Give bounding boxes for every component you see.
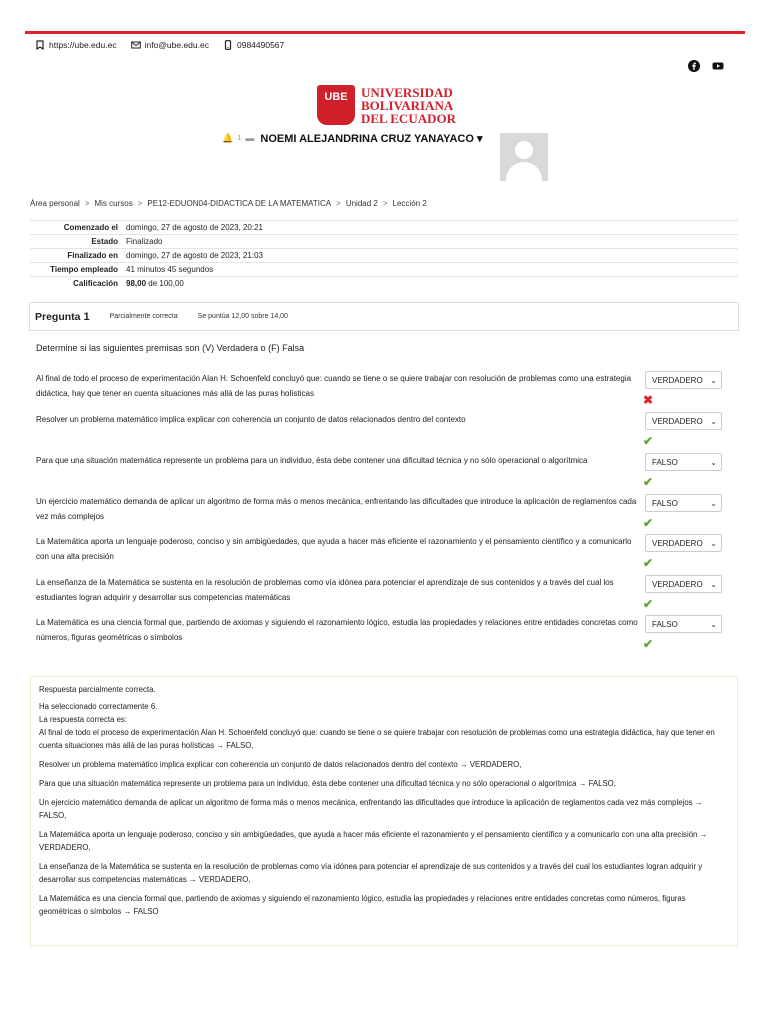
phone-link[interactable] <box>223 40 284 50</box>
summary-label: Estado <box>30 235 122 249</box>
answer-select-value: VERDADERO <box>652 416 703 426</box>
chevron-down-icon: ⌄ <box>710 498 717 508</box>
logo-line-2: BOLIVARIANA <box>361 97 454 113</box>
feedback-selected: Ha seleccionado correctamente 6. <box>39 702 158 711</box>
chevron-right-icon: > <box>336 199 341 208</box>
answer-select-value: FALSO <box>652 457 678 467</box>
feedback-status: Respuesta parcialmente correcta. <box>39 685 156 694</box>
premise-text: Al final de todo el proceso de experimentación Alan H. Schoenfeld concluyó que: cuando se tiene o se quiere trabajar con resolución de problemas como una estrategia didáctica, hay que tener en cuenta situaciones más allá de las puras holísticas <box>36 374 632 398</box>
web-link[interactable] <box>35 40 117 50</box>
chevron-right-icon: > <box>84 199 90 208</box>
facebook-icon[interactable] <box>688 60 700 72</box>
summary-row <box>30 277 738 291</box>
feedback-intro: La respuesta correcta es: <box>39 715 127 724</box>
answer-select-value: FALSO <box>652 498 678 508</box>
feedback-box <box>30 676 738 946</box>
contact-bar <box>35 40 284 50</box>
breadcrumb-item[interactable]: Área personal <box>30 199 80 208</box>
logo-line-3: DEL ECUADOR <box>361 110 456 126</box>
feedback-answer: La enseñanza de la Matemática se sustenta en la resolución de problemas como vía idónea para potenciar el aprendizaje de sus contenidos y a través del cual los estudiantes logran adquirir y desarrollar sus competencias matemáticas → VERDADERO, <box>39 862 703 884</box>
question-number <box>35 311 90 323</box>
answer-select[interactable] <box>645 494 722 512</box>
answer-select[interactable] <box>645 453 722 471</box>
answer-select[interactable] <box>645 615 722 633</box>
summary-value: domingo, 27 de agosto de 2023, 21:03 <box>122 249 738 263</box>
chevron-right-icon: > <box>382 199 388 208</box>
youtube-icon[interactable] <box>712 60 724 72</box>
summary-label: Tiempo empleado <box>30 263 122 277</box>
phone-link-label: 0984490567 <box>236 40 285 50</box>
summary-value <box>122 277 738 291</box>
email-link-label: info@ube.edu.ec <box>144 40 209 50</box>
question-num: 1 <box>83 310 90 323</box>
avatar-body <box>506 162 542 181</box>
summary-value: domingo, 27 de agosto de 2023, 20:21 <box>122 221 738 235</box>
summary-label: Calificación <box>30 277 122 291</box>
feedback-answer: Un ejercicio matemático demanda de aplicar un algoritmo de forma más o menos mecánica, enfrentando las dificultades que introduce la aplicación de reglamentos cada vez más complejos → FALSO, <box>39 798 703 820</box>
answer-select[interactable] <box>645 534 722 552</box>
chevron-down-icon: ⌄ <box>710 375 717 385</box>
notification-area <box>222 133 254 144</box>
premise-text: Resolver un problema matemático implica explicar con coherencia un conjunto de datos relacionados dentro del contexto <box>36 415 466 424</box>
chat-icon[interactable]: ▬ <box>245 133 255 143</box>
logo-badge: UBE <box>317 85 355 125</box>
logo-line-1: UNIVERSIDAD <box>361 84 453 100</box>
feedback-answer: Resolver un problema matemático implica explicar con coherencia un conjunto de datos relacionados dentro del contexto → VERDADERO, <box>39 760 522 769</box>
envelope-icon <box>131 40 141 50</box>
check-icon: ✔ <box>643 556 654 570</box>
logo-text <box>361 86 456 125</box>
chevron-down-icon: ⌄ <box>710 457 717 467</box>
user-name: NOEMI ALEJANDRINA CRUZ YANAYACO <box>260 133 474 145</box>
check-icon: ✔ <box>643 516 654 530</box>
summary-row <box>30 249 738 263</box>
web-link-label: https://ube.edu.ec <box>49 40 117 50</box>
avatar-head <box>515 141 533 159</box>
social-links <box>688 60 724 72</box>
premise-text: Para que una situación matemática represente un problema para un individuo, ésta debe contener una dificultad técnica y no sólo operacional o algorítmica <box>36 456 588 465</box>
summary-row <box>30 221 738 235</box>
breadcrumb-item[interactable]: Unidad 2 <box>345 199 378 208</box>
chevron-right-icon: > <box>137 199 143 208</box>
top-accent-line <box>25 31 745 34</box>
question-state: Parcialmente correcta <box>109 313 178 320</box>
feedback-answer: Para que una situación matemática represente un problema para un individuo, ésta debe contener una dificultad técnica y no sólo operacional o algorítmica → FALSO, <box>39 779 616 788</box>
summary-value: Finalizado <box>122 235 738 249</box>
notification-count: 1 <box>237 133 242 142</box>
question-score: Se puntúa 12,00 sobre 14,00 <box>197 313 288 320</box>
question-text: Determine si las siguientes premisas son (V) Verdadera o (F) Falsa <box>36 343 305 353</box>
premise-text: Un ejercicio matemático demanda de aplicar un algoritmo de forma más o menos mecánica, enfrentando las dificultades que introduce la aplicación de reglamentos cada vez más complejos <box>36 497 637 521</box>
summary-row <box>30 235 738 249</box>
answer-select-value: VERDADERO <box>652 579 703 589</box>
breadcrumb-item[interactable]: Lección 2 <box>392 199 427 208</box>
breadcrumb-item[interactable]: PE12-EDUON04-DIDACTICA DE LA MATEMATICA <box>147 199 332 208</box>
question-label: Pregunta <box>35 310 81 323</box>
grade-max: de 100,00 <box>148 279 184 289</box>
summary-label: Comenzado el <box>30 221 122 235</box>
check-icon: ✔ <box>643 434 654 448</box>
check-icon: ✔ <box>643 597 654 611</box>
summary-value: 41 minutos 45 segundos <box>122 263 738 277</box>
question-info <box>29 302 739 331</box>
summary-row <box>30 263 738 277</box>
answer-select[interactable] <box>645 575 722 593</box>
check-icon: ✔ <box>643 637 654 651</box>
feedback-answer: La Matemática aporta un lenguaje poderoso, conciso y sin ambigüedades, que ayuda a hacer más eficiente el razonamiento y el pensamiento científico y a comunicarlo con una alta precisión → VERDADERO, <box>39 830 708 852</box>
answer-select-value: VERDADERO <box>652 375 703 385</box>
answer-select[interactable] <box>645 371 722 389</box>
phone-icon <box>223 40 233 50</box>
attempt-summary-table <box>30 220 738 291</box>
feedback-answer: La Matemática es una ciencia formal que, partiendo de axiomas y siguiendo el razonamiento lógico, estudia las propiedades y relaciones entre entidades concretas como números, figuras geométricas o símbolos → FALSO <box>39 894 686 916</box>
answer-select-value: VERDADERO <box>652 538 703 548</box>
caret-down-icon: ▾ <box>476 133 483 145</box>
email-link[interactable] <box>131 40 209 50</box>
chevron-down-icon: ⌄ <box>710 619 717 629</box>
summary-label: Finalizado en <box>30 249 122 263</box>
chevron-down-icon: ⌄ <box>710 416 717 426</box>
bell-icon[interactable]: 🔔 <box>222 133 234 143</box>
user-menu[interactable] <box>260 132 482 145</box>
university-logo[interactable] <box>317 85 456 125</box>
feedback-answer: Al final de todo el proceso de experimentación Alan H. Schoenfeld concluyó que: cuando se tiene o se quiere trabajar con resolución de problemas como una estrategia didáctica, hay que tener en cuenta situaciones más allá de las puras holísticas → FALSO, <box>39 728 715 750</box>
cross-icon: ✖ <box>643 393 654 407</box>
breadcrumb-item[interactable]: Mis cursos <box>94 199 133 208</box>
bookmark-icon <box>35 40 45 50</box>
chevron-down-icon: ⌄ <box>710 538 717 548</box>
chevron-down-icon: ⌄ <box>710 579 717 589</box>
grade-value: 98,00 <box>126 279 147 289</box>
answer-select-value: FALSO <box>652 619 678 629</box>
answer-select[interactable] <box>645 412 722 430</box>
avatar[interactable] <box>500 133 548 181</box>
user-bar <box>222 132 483 145</box>
premise-text: La Matemática es una ciencia formal que, partiendo de axiomas y siguiendo el razonamiento lógico, estudia las propiedades y relaciones entre entidades concretas como números, figuras geométricas o símbolos <box>36 618 638 642</box>
premise-text: La Matemática aporta un lenguaje poderoso, conciso y sin ambigüedades, que ayuda a hacer más eficiente el razonamiento y el pensamiento científico y a comunicarlo con una alta precisión <box>36 537 632 561</box>
check-icon: ✔ <box>643 475 654 489</box>
premise-text: La enseñanza de la Matemática se sustenta en la resolución de problemas como vía idónea para potenciar el aprendizaje de sus contenidos y a través del cual los estudiantes logran adquirir y desarrollar sus competencias matemáticas <box>36 578 614 602</box>
breadcrumb <box>30 199 427 208</box>
